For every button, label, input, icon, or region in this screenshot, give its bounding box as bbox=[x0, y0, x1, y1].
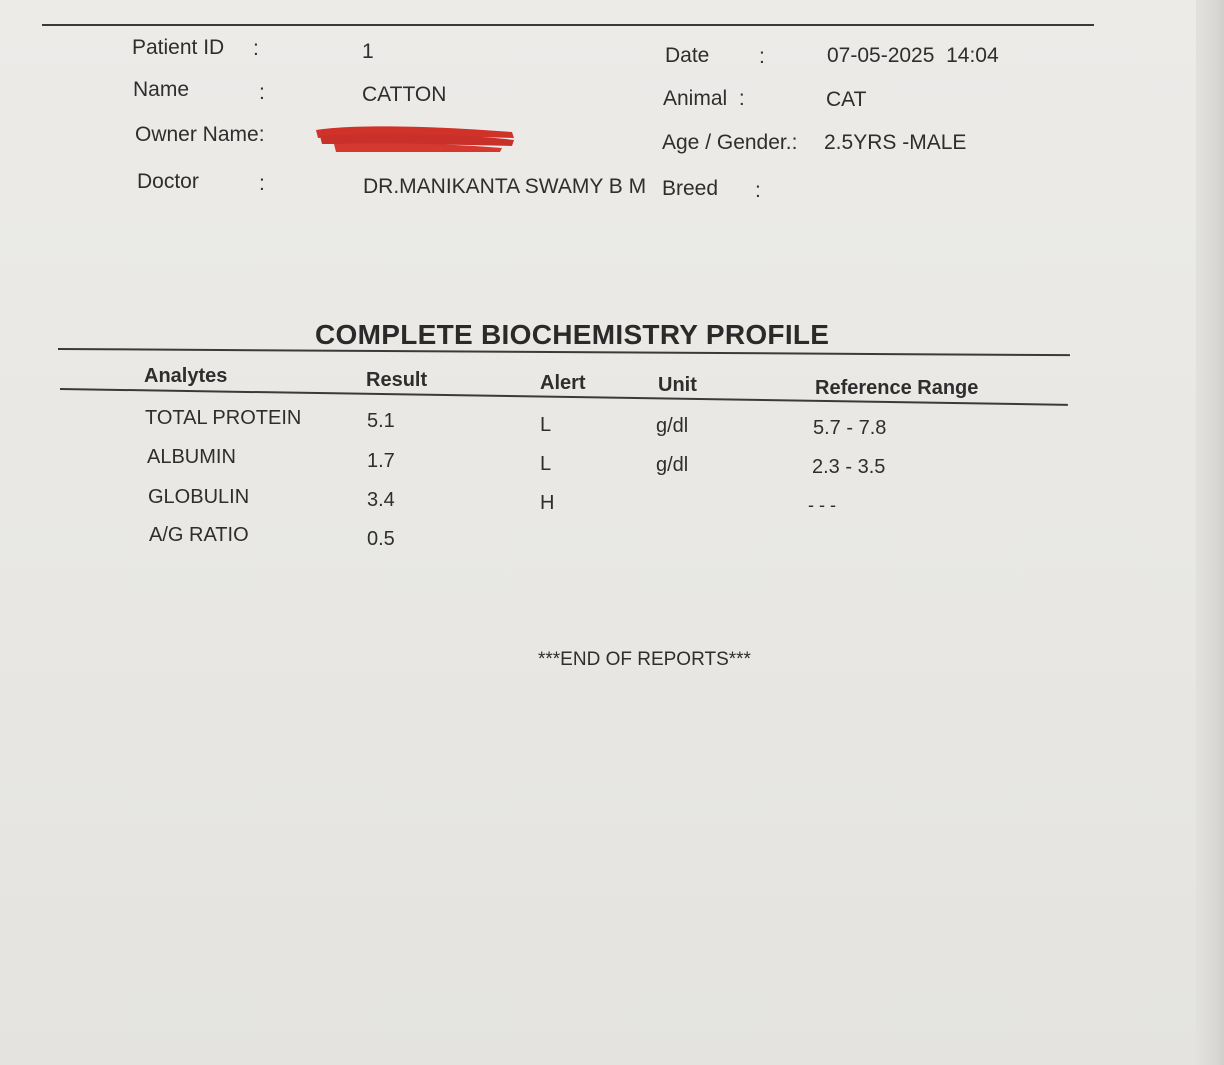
column-header-reference-range: Reference Range bbox=[815, 377, 979, 399]
top-rule bbox=[42, 24, 1094, 26]
doctor-label: Doctor bbox=[137, 170, 199, 193]
column-header-analytes: Analytes bbox=[144, 365, 228, 387]
alert-flag: L bbox=[540, 453, 552, 475]
column-header-alert: Alert bbox=[540, 372, 586, 394]
result-value: 3.4 bbox=[367, 489, 395, 511]
alert-flag: H bbox=[540, 492, 555, 514]
name-separator: : bbox=[259, 81, 265, 104]
date-label: Date bbox=[665, 44, 710, 67]
age-gender-label: Age / Gender.: bbox=[662, 131, 798, 154]
reference-range-value: - - - bbox=[808, 495, 836, 515]
reference-range-value: 2.3 - 3.5 bbox=[812, 456, 886, 478]
patient-id-value: 1 bbox=[362, 40, 374, 63]
analyte-name: TOTAL PROTEIN bbox=[145, 407, 302, 429]
owner-name-label: Owner Name: bbox=[135, 123, 265, 146]
owner-name-redaction bbox=[314, 122, 516, 156]
column-header-unit: Unit bbox=[658, 374, 697, 396]
date-value: 07-05-2025 14:04 bbox=[827, 44, 999, 67]
doctor-separator: : bbox=[259, 172, 265, 195]
reference-range-value: 5.7 - 7.8 bbox=[813, 417, 887, 439]
animal-value: CAT bbox=[826, 88, 867, 111]
analyte-name: GLOBULIN bbox=[148, 486, 250, 508]
unit-value: g/dl bbox=[656, 415, 689, 437]
breed-label: Breed bbox=[662, 177, 719, 200]
age-gender-value: 2.5YRS -MALE bbox=[824, 131, 967, 154]
result-value: 0.5 bbox=[367, 528, 395, 550]
patient-id-separator: : bbox=[253, 37, 259, 60]
name-value: CATTON bbox=[362, 83, 447, 106]
result-value: 5.1 bbox=[367, 410, 395, 432]
unit-value: g/dl bbox=[656, 454, 689, 476]
column-header-result: Result bbox=[366, 369, 428, 391]
page-edge-shadow bbox=[1196, 0, 1224, 1065]
report-title: COMPLETE BIOCHEMISTRY PROFILE bbox=[315, 319, 830, 350]
end-of-report-text: ***END OF REPORTS*** bbox=[538, 649, 751, 670]
patient-id-label: Patient ID bbox=[132, 36, 225, 59]
name-label: Name bbox=[133, 78, 190, 101]
analyte-name: ALBUMIN bbox=[147, 446, 236, 468]
alert-flag: L bbox=[540, 414, 552, 436]
analyte-name: A/G RATIO bbox=[149, 524, 249, 546]
result-value: 1.7 bbox=[367, 450, 395, 472]
animal-label: Animal : bbox=[663, 87, 745, 110]
doctor-value: DR.MANIKANTA SWAMY B M bbox=[363, 175, 647, 198]
breed-separator: : bbox=[755, 179, 761, 202]
date-separator: : bbox=[759, 45, 765, 68]
